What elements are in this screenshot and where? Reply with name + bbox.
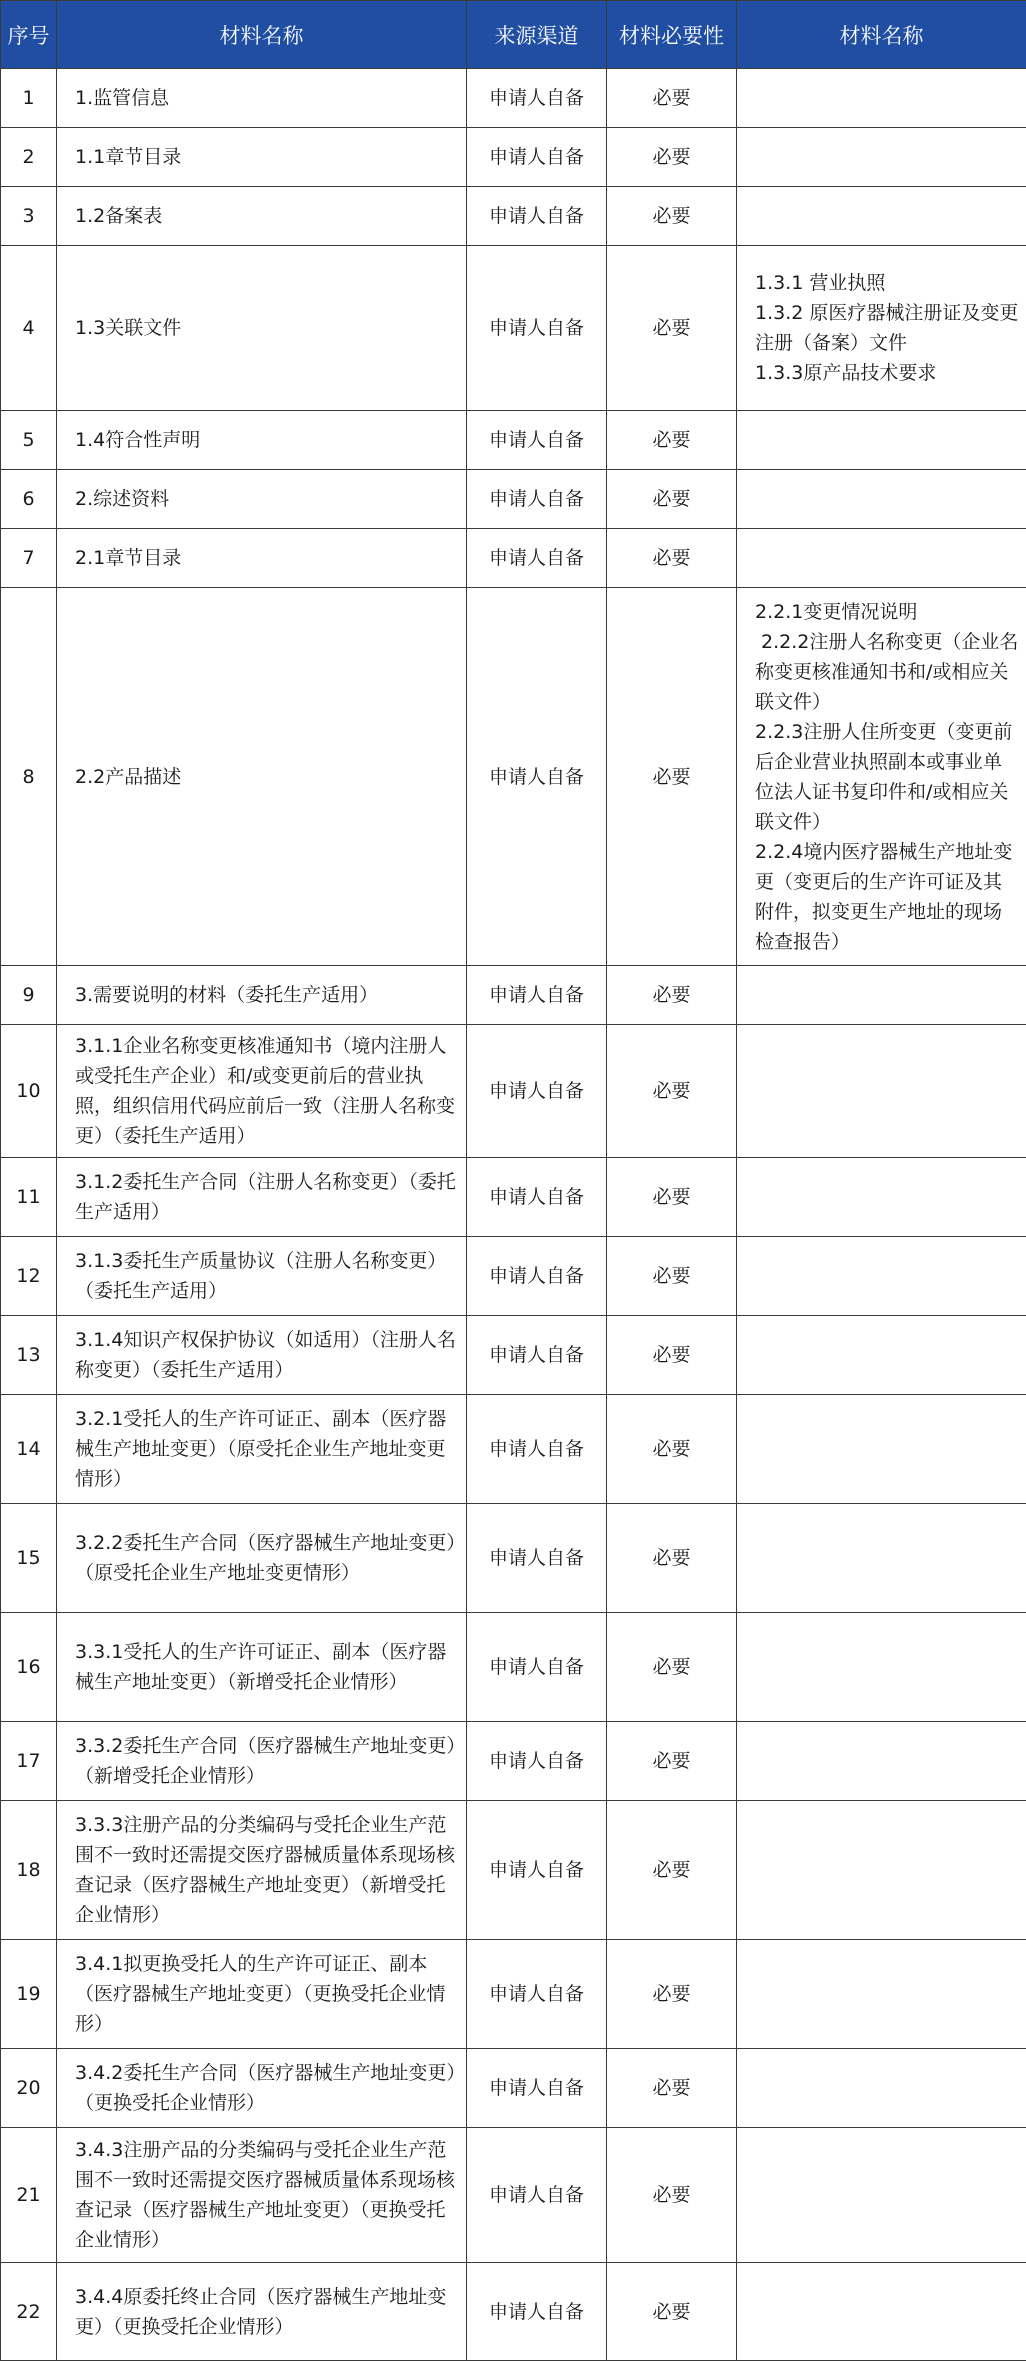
cell-necessity: 必要 — [607, 470, 737, 529]
cell-index: 12 — [1, 1237, 57, 1316]
cell-necessity: 必要 — [607, 1801, 737, 1940]
cell-index: 13 — [1, 1316, 57, 1395]
cell-material-name: 3.3.3注册产品的分类编码与受托企业生产范围不一致时还需提交医疗器械质量体系现场核查记录（医疗器械生产地址变更）（新增受托企业情形） — [57, 1801, 467, 1940]
cell-notes — [737, 470, 1026, 529]
cell-material-name: 1.2备案表 — [57, 187, 467, 246]
note-line: 1.3.3原产品技术要求 — [755, 358, 1020, 388]
cell-material-name: 3.3.1受托人的生产许可证正、副本（医疗器械生产地址变更）（新增受托企业情形） — [57, 1613, 467, 1722]
cell-source: 申请人自备 — [467, 1316, 607, 1395]
cell-necessity: 必要 — [607, 2049, 737, 2128]
cell-index: 11 — [1, 1158, 57, 1237]
cell-index: 14 — [1, 1395, 57, 1504]
cell-index: 3 — [1, 187, 57, 246]
cell-index: 21 — [1, 2128, 57, 2263]
cell-notes — [737, 1940, 1026, 2049]
cell-necessity: 必要 — [607, 588, 737, 966]
table-row — [1, 187, 1026, 246]
table-row — [1, 470, 1026, 529]
table-row — [1, 2263, 1026, 2361]
cell-notes — [737, 128, 1026, 187]
cell-source: 申请人自备 — [467, 588, 607, 966]
cell-index: 5 — [1, 411, 57, 470]
cell-notes — [737, 1316, 1026, 1395]
table-row — [1, 1025, 1026, 1158]
table-row — [1, 529, 1026, 588]
cell-source: 申请人自备 — [467, 128, 607, 187]
cell-notes — [737, 2049, 1026, 2128]
cell-notes — [737, 966, 1026, 1025]
col-header-material-name: 材料名称 — [57, 1, 467, 69]
cell-material-name: 3.4.4原委托终止合同（医疗器械生产地址变更）（更换受托企业情形） — [57, 2263, 467, 2361]
cell-necessity: 必要 — [607, 1613, 737, 1722]
cell-notes — [737, 529, 1026, 588]
cell-notes — [737, 1395, 1026, 1504]
cell-source: 申请人自备 — [467, 1158, 607, 1237]
cell-notes — [737, 1613, 1026, 1722]
note-line: 1.3.2 原医疗器械注册证及变更注册（备案）文件 — [755, 298, 1020, 358]
cell-necessity: 必要 — [607, 187, 737, 246]
col-header-source: 来源渠道 — [467, 1, 607, 69]
cell-index: 9 — [1, 966, 57, 1025]
cell-necessity: 必要 — [607, 1504, 737, 1613]
cell-material-name: 3.需要说明的材料（委托生产适用） — [57, 966, 467, 1025]
cell-necessity: 必要 — [607, 1158, 737, 1237]
cell-material-name: 3.3.2委托生产合同（医疗器械生产地址变更）（新增受托企业情形） — [57, 1722, 467, 1801]
table-row — [1, 1395, 1026, 1504]
cell-material-name: 3.1.1企业名称变更核准通知书（境内注册人或受托生产企业）和/或变更前后的营业执照，组织信用代码应前后一致（注册人名称变更）（委托生产适用） — [57, 1025, 467, 1158]
table-row — [1, 1504, 1026, 1613]
cell-index: 10 — [1, 1025, 57, 1158]
cell-necessity: 必要 — [607, 128, 737, 187]
cell-notes — [737, 187, 1026, 246]
table-row — [1, 2128, 1026, 2263]
cell-source: 申请人自备 — [467, 246, 607, 411]
cell-index: 22 — [1, 2263, 57, 2361]
cell-index: 17 — [1, 1722, 57, 1801]
col-header-material-notes: 材料名称 — [737, 1, 1026, 69]
cell-source: 申请人自备 — [467, 1025, 607, 1158]
cell-material-name: 1.4符合性声明 — [57, 411, 467, 470]
table-row — [1, 1316, 1026, 1395]
note-line: 2.2.1变更情况说明 — [755, 597, 1020, 627]
cell-source: 申请人自备 — [467, 529, 607, 588]
table-row — [1, 2049, 1026, 2128]
table-row — [1, 1237, 1026, 1316]
cell-source: 申请人自备 — [467, 1940, 607, 2049]
cell-notes — [737, 2263, 1026, 2361]
cell-notes — [737, 1025, 1026, 1158]
cell-necessity: 必要 — [607, 411, 737, 470]
cell-necessity: 必要 — [607, 246, 737, 411]
cell-material-name: 3.1.3委托生产质量协议（注册人名称变更）（委托生产适用） — [57, 1237, 467, 1316]
table-row — [1, 69, 1026, 128]
cell-material-name: 1.1章节目录 — [57, 128, 467, 187]
table-row — [1, 588, 1026, 966]
table-row — [1, 1940, 1026, 2049]
cell-index: 19 — [1, 1940, 57, 2049]
cell-necessity: 必要 — [607, 1025, 737, 1158]
cell-notes — [737, 246, 1026, 411]
cell-necessity: 必要 — [607, 69, 737, 128]
cell-notes — [737, 69, 1026, 128]
cell-source: 申请人自备 — [467, 2049, 607, 2128]
table-header — [1, 1, 1026, 69]
cell-material-name: 2.2产品描述 — [57, 588, 467, 966]
cell-source: 申请人自备 — [467, 1613, 607, 1722]
cell-material-name: 3.1.4知识产权保护协议（如适用）（注册人名称变更）（委托生产适用） — [57, 1316, 467, 1395]
cell-necessity: 必要 — [607, 966, 737, 1025]
cell-material-name: 3.4.3注册产品的分类编码与受托企业生产范围不一致时还需提交医疗器械质量体系现场核查记录（医疗器械生产地址变更）（更换受托企业情形） — [57, 2128, 467, 2263]
cell-material-name: 3.4.1拟更换受托人的生产许可证正、副本（医疗器械生产地址变更）（更换受托企业情形） — [57, 1940, 467, 2049]
cell-source: 申请人自备 — [467, 411, 607, 470]
cell-necessity: 必要 — [607, 1940, 737, 2049]
note-line: 2.2.2注册人名称变更（企业名称变更核准通知书和/或相应关联文件） — [755, 627, 1020, 717]
cell-index: 18 — [1, 1801, 57, 1940]
cell-source: 申请人自备 — [467, 2263, 607, 2361]
table-row — [1, 246, 1026, 411]
note-line: 1.3.1 营业执照 — [755, 268, 1020, 298]
cell-notes — [737, 1504, 1026, 1613]
cell-index: 8 — [1, 588, 57, 966]
cell-necessity: 必要 — [607, 1237, 737, 1316]
table-row — [1, 1613, 1026, 1722]
cell-index: 7 — [1, 529, 57, 588]
cell-necessity: 必要 — [607, 1722, 737, 1801]
note-line: 2.2.3注册人住所变更（变更前后企业营业执照副本或事业单位法人证书复印件和/或相应关联文件） — [755, 717, 1020, 837]
cell-source: 申请人自备 — [467, 1237, 607, 1316]
cell-source: 申请人自备 — [467, 1801, 607, 1940]
col-header-necessity: 材料必要性 — [607, 1, 737, 69]
cell-index: 6 — [1, 470, 57, 529]
cell-material-name: 3.1.2委托生产合同（注册人名称变更）（委托生产适用） — [57, 1158, 467, 1237]
cell-index: 2 — [1, 128, 57, 187]
cell-necessity: 必要 — [607, 529, 737, 588]
cell-notes — [737, 588, 1026, 966]
cell-material-name: 2.1章节目录 — [57, 529, 467, 588]
table-row — [1, 1158, 1026, 1237]
cell-notes — [737, 1158, 1026, 1237]
cell-source: 申请人自备 — [467, 1395, 607, 1504]
cell-material-name: 2.综述资料 — [57, 470, 467, 529]
cell-necessity: 必要 — [607, 1316, 737, 1395]
cell-material-name: 3.2.2委托生产合同（医疗器械生产地址变更）（原受托企业生产地址变更情形） — [57, 1504, 467, 1613]
table-row — [1, 966, 1026, 1025]
table-row — [1, 1722, 1026, 1801]
cell-notes — [737, 411, 1026, 470]
header-row — [1, 1, 1026, 69]
table-row — [1, 1801, 1026, 1940]
cell-notes — [737, 1237, 1026, 1316]
cell-source: 申请人自备 — [467, 470, 607, 529]
cell-necessity: 必要 — [607, 2263, 737, 2361]
cell-index: 20 — [1, 2049, 57, 2128]
cell-source: 申请人自备 — [467, 1722, 607, 1801]
table-body — [1, 69, 1026, 2361]
cell-source: 申请人自备 — [467, 1504, 607, 1613]
cell-material-name: 3.2.1受托人的生产许可证正、副本（医疗器械生产地址变更）（原受托企业生产地址变更情形） — [57, 1395, 467, 1504]
cell-source: 申请人自备 — [467, 2128, 607, 2263]
cell-source: 申请人自备 — [467, 69, 607, 128]
cell-necessity: 必要 — [607, 2128, 737, 2263]
cell-material-name: 1.监管信息 — [57, 69, 467, 128]
cell-index: 15 — [1, 1504, 57, 1613]
table-row — [1, 128, 1026, 187]
cell-notes — [737, 2128, 1026, 2263]
cell-source: 申请人自备 — [467, 187, 607, 246]
cell-necessity: 必要 — [607, 1395, 737, 1504]
cell-index: 16 — [1, 1613, 57, 1722]
cell-index: 4 — [1, 246, 57, 411]
col-header-index: 序号 — [1, 1, 57, 69]
note-line: 2.2.4境内医疗器械生产地址变更（变更后的生产许可证及其附件，拟变更生产地址的现场检查报告） — [755, 837, 1020, 957]
cell-material-name: 1.3关联文件 — [57, 246, 467, 411]
table-row — [1, 411, 1026, 470]
cell-material-name: 3.4.2委托生产合同（医疗器械生产地址变更）（更换受托企业情形） — [57, 2049, 467, 2128]
cell-index: 1 — [1, 69, 57, 128]
cell-notes — [737, 1722, 1026, 1801]
cell-source: 申请人自备 — [467, 966, 607, 1025]
cell-notes — [737, 1801, 1026, 1940]
